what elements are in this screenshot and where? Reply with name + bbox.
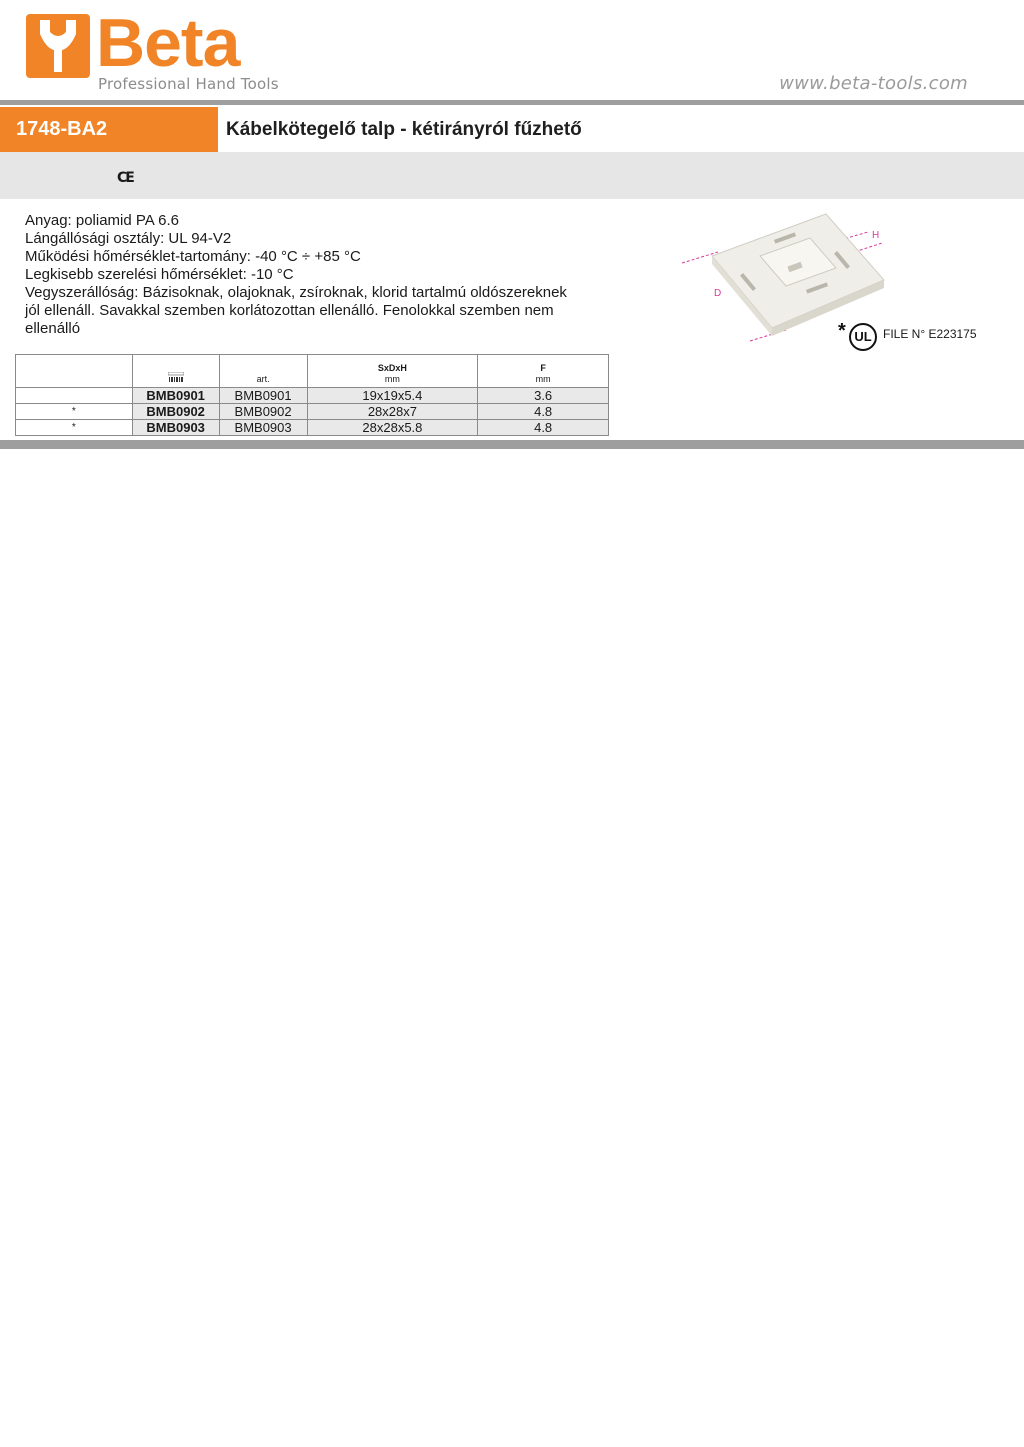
row-size: 28x28x5.8 xyxy=(307,420,478,436)
ul-certification xyxy=(838,320,998,356)
ul-logo-icon: UL xyxy=(849,323,877,351)
spec-line: Vegyszerállóság: Bázisoknak, olajoknak, zsíroknak, klorid tartalmú oldószereknek xyxy=(25,284,567,301)
spec-line: Legkisebb szerelési hőmérséklet: -10 °C xyxy=(25,266,294,283)
product-table xyxy=(15,354,609,436)
size-header-unit: mm xyxy=(384,374,400,384)
top-divider xyxy=(0,100,1024,105)
website-link[interactable]: www.beta-tools.com xyxy=(779,73,968,94)
certification-band xyxy=(0,152,1024,199)
dimension-d-label: D xyxy=(714,288,722,299)
brand-name: Beta xyxy=(96,5,240,81)
row-star xyxy=(16,388,133,404)
spec-line: Lángállósági osztály: UL 94-V2 xyxy=(25,230,232,247)
spec-list xyxy=(25,212,615,338)
table-row xyxy=(16,404,609,420)
ul-star: * xyxy=(838,320,846,342)
row-code: BMB0903 xyxy=(132,420,219,436)
brand-logo xyxy=(26,5,296,96)
table-header-size xyxy=(307,355,478,388)
row-f: 3.6 xyxy=(478,388,609,404)
row-code: BMB0901 xyxy=(132,388,219,404)
row-f: 4.8 xyxy=(478,420,609,436)
spec-line: ellenálló xyxy=(25,320,81,337)
wrench-logo-icon xyxy=(26,14,90,78)
spec-line: jól ellenáll. Savakkal szemben korlátozottan ellenálló. Fenolokkal szemben nem xyxy=(25,302,554,319)
size-header-label: SxDxH xyxy=(377,363,407,373)
f-header-label: F xyxy=(540,363,546,373)
table-header-f xyxy=(478,355,609,388)
product-code: 1748-BA2 xyxy=(0,107,218,152)
spec-line: Anyag: poliamid PA 6.6 xyxy=(25,212,179,229)
table-header-row xyxy=(16,355,609,388)
row-size: 19x19x5.4 xyxy=(307,388,478,404)
bottom-divider xyxy=(0,440,1024,449)
spec-line: Működési hőmérséklet-tartomány: -40 °C ÷ +85 °C xyxy=(25,248,361,265)
row-star: * xyxy=(16,420,133,436)
row-art: BMB0903 xyxy=(219,420,307,436)
table-header-art: art. xyxy=(219,355,307,388)
row-f: 4.8 xyxy=(478,404,609,420)
table-header-code xyxy=(132,355,219,388)
dimension-h-label: H xyxy=(872,230,880,241)
row-size: 28x28x7 xyxy=(307,404,478,420)
row-art: BMB0901 xyxy=(219,388,307,404)
barcode-icon xyxy=(168,372,184,382)
table-row xyxy=(16,388,609,404)
row-star: * xyxy=(16,404,133,420)
table-header-star xyxy=(16,355,133,388)
f-header-unit: mm xyxy=(535,374,551,384)
brand-tagline: Professional Hand Tools xyxy=(98,75,279,93)
ce-mark-icon: CE xyxy=(117,170,133,186)
ul-file-number: FILE N° E223175 xyxy=(883,327,977,341)
table-row xyxy=(16,420,609,436)
product-title: Kábelkötegelő talp - kétirányról fűzhető xyxy=(226,118,582,140)
row-code: BMB0902 xyxy=(132,404,219,420)
row-art: BMB0902 xyxy=(219,404,307,420)
